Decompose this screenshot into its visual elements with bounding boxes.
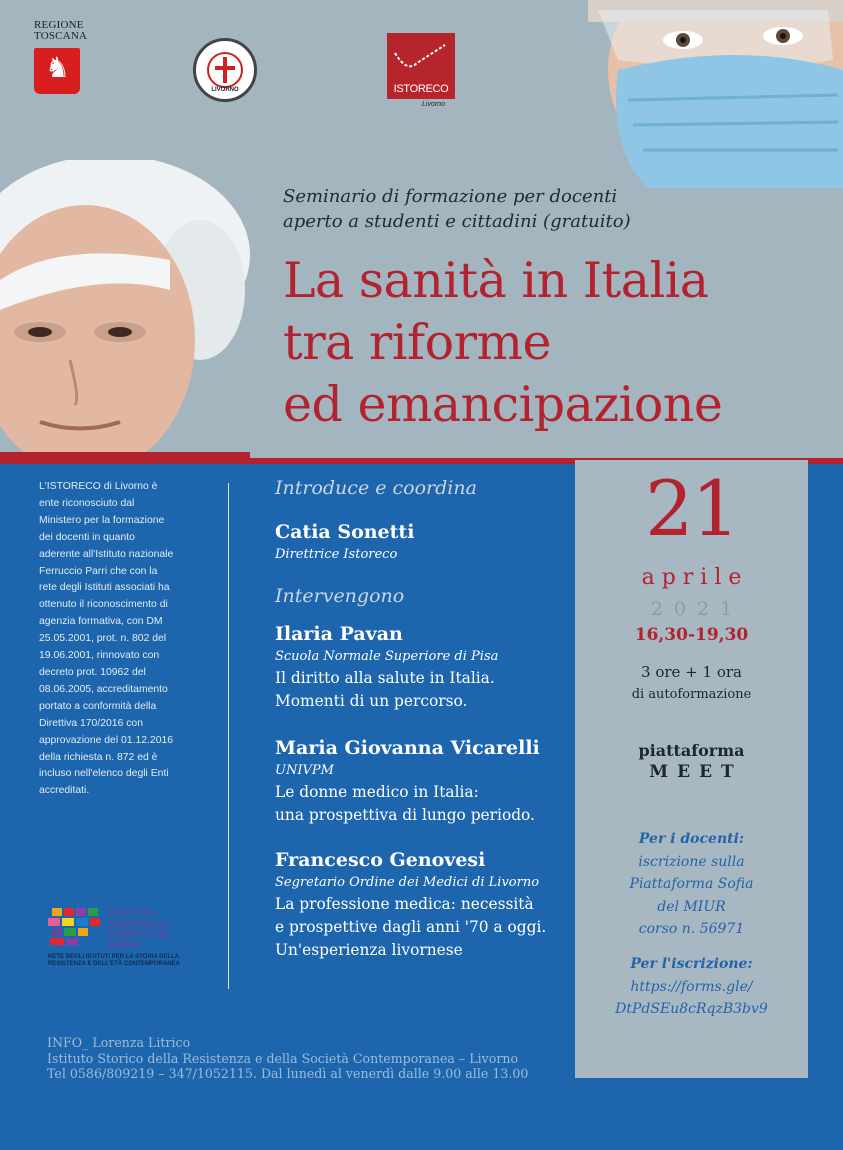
talk-title-line-2: una prospettiva di lungo periodo. [275, 806, 535, 824]
talk-title-line-3: Un'esperienza livornese [275, 941, 463, 959]
accreditation-note-line: dei docenti in quanto [39, 531, 135, 543]
registration-info [575, 953, 808, 1021]
footer-line-2: Istituto Storico della Resistenza e della Società Contemporanea – Livorno [47, 1050, 519, 1066]
istoreco-mark-icon [393, 43, 449, 73]
accreditation-note-line: accreditati. [39, 785, 90, 797]
program-column [275, 475, 570, 962]
accreditation-note-line: aderente all'Istituto nazionale [39, 548, 174, 560]
accreditation-note-line: Ferruccio Parri che con la [39, 565, 158, 577]
intro-line-2: aperto a studenti e cittadini (gratuito) [283, 211, 631, 232]
accreditation-note-line: rete degli Istituti associati ha [39, 582, 170, 594]
intro-text [283, 184, 631, 234]
title-line-3: ed emancipazione [283, 376, 723, 433]
docenti-line-4: del MIUR [657, 898, 726, 915]
coordinator-role: Direttrice Istoreco [275, 547, 398, 562]
istoreco-label: ISTORECO [393, 83, 449, 95]
docenti-line-5: corso n. 56971 [638, 921, 745, 937]
footer-line-1: INFO_ Lorenza Litrico [47, 1035, 191, 1050]
footer-line-3: Tel 0586/809219 – 347/1052115. Dal lunedì al venerdì dalle 9.00 alle 13.00 [47, 1066, 529, 1081]
accreditation-note-line: Direttiva 170/2016 con [39, 717, 143, 729]
talk-title-line-1: Il diritto alla salute in Italia. [275, 669, 495, 687]
platform-name: MEET [649, 762, 743, 782]
intro-line-1: Seminario di formazione per docenti [283, 186, 618, 207]
talk-title-line-1: Le donne medico in Italia: [275, 783, 479, 801]
accreditation-note-line: decreto prot. 10962 del [39, 666, 146, 678]
istoreco-sub-label: Livorno [422, 101, 445, 108]
accreditation-note-line: L'ISTORECO di Livorno è [39, 481, 158, 492]
ferruccio-line-1: ISTITUTO [108, 907, 156, 919]
regione-toscana-logo [34, 20, 94, 94]
talk-title-line-1: La professione medica: necessità [275, 895, 534, 913]
ferruccio-logo-name [108, 908, 170, 950]
ferruccio-logo-sub: RETE DEGLI ISTITUTI PER LA STORIA DELLA RESISTENZA E DELL'ETÀ CONTEMPORANEA [48, 954, 180, 967]
event-month: aprile [641, 565, 749, 590]
color-blocks-icon [48, 906, 102, 946]
pegasus-shield-icon [34, 48, 80, 94]
speaker-affiliation: UNIVPM [275, 763, 334, 778]
accreditation-note-line: ottenuto il riconoscimento di [39, 599, 168, 611]
ferruccio-line-4: PARRI [108, 938, 140, 951]
speaker-affiliation: Scuola Normale Superiore di Pisa [275, 649, 499, 664]
ferruccio-line-3: FERRUCCIO [108, 928, 171, 940]
title-line-2: tra riforme [283, 314, 552, 371]
title-line-1: La sanità in Italia [283, 252, 709, 309]
event-duration-sub: di autoformazione [631, 687, 752, 702]
event-duration: 3 ore + 1 ora [641, 663, 742, 681]
page-title [283, 250, 722, 436]
introduce-heading: Introduce e coordina [275, 477, 477, 499]
regione-logo-line2: TOSCANA [34, 30, 88, 42]
column-divider [228, 483, 229, 989]
docenti-line-2: iscrizione sulla [638, 853, 745, 870]
accreditation-note-line: incluso nell'elenco degli Enti [39, 768, 169, 780]
ordine-medici-logo [193, 38, 257, 102]
ferruccio-line-2: NAZIONALE [108, 917, 170, 930]
speaker-name: Francesco Genovesi [275, 849, 486, 871]
event-year: 2021 [650, 598, 744, 620]
platform-label: piattaforma [638, 741, 745, 760]
doctor-mask-photo [588, 0, 843, 188]
talk-title-line-2: e prospettive dagli anni '70 a oggi. [275, 918, 547, 936]
speaker-block [275, 847, 570, 962]
medical-cross-icon [218, 53, 232, 87]
elderly-woman-photo [0, 160, 250, 458]
accreditation-note-line: approvazione del 01.12.2016 [39, 734, 174, 746]
speaker-block [275, 621, 570, 713]
accreditation-note-line: ente riconosciuto dal [39, 497, 135, 509]
accreditation-note-line: Ministero per la formazione [39, 514, 165, 526]
event-day: 21 [645, 464, 738, 553]
ferruccio-parri-logo [48, 906, 208, 986]
coordinator-name: Catia Sonetti [275, 521, 415, 543]
talk-title-line-2: Momenti di un percorso. [275, 692, 468, 710]
accreditation-note-line: 19.06.2001, rinnovato con [39, 650, 160, 662]
regione-logo-line1: REGIONE [34, 19, 84, 31]
accreditation-note-line: agenzia formativa, con DM [39, 616, 163, 628]
speaker-name: Ilaria Pavan [275, 623, 403, 645]
accreditation-note-line: della richiesta n. 872 ed è [39, 751, 158, 763]
registration-heading: Per l'iscrizione: [630, 956, 753, 972]
registration-link-line-1[interactable]: https://forms.gle/ [630, 978, 753, 995]
speaker-affiliation: Segretario Ordine dei Medici di Livorno [275, 875, 540, 890]
accreditation-note-line: 08.06.2005, accreditamento [39, 683, 168, 695]
ordine-medici-label: LIVORNO [211, 87, 239, 93]
docenti-line-3: Piattaforma Sofia [629, 876, 754, 892]
accreditation-note-line: 25.05.2001, prot. n. 802 del [39, 633, 167, 645]
contact-footer [47, 1035, 528, 1082]
docenti-heading: Per i docenti: [638, 831, 745, 847]
accreditation-note-line: portato a conformità della [39, 700, 157, 712]
teacher-registration-info [575, 828, 808, 941]
istoreco-logo [387, 33, 455, 99]
speaker-block [275, 735, 570, 827]
speaker-name: Maria Giovanna Vicarelli [275, 737, 540, 759]
speakers-heading: Intervengono [275, 585, 405, 607]
registration-link-line-2[interactable]: DtPdSEu8cRqzB3bv9 [615, 1001, 768, 1017]
accreditation-note [39, 479, 187, 800]
event-hours: 16,30-19,30 [634, 625, 749, 645]
